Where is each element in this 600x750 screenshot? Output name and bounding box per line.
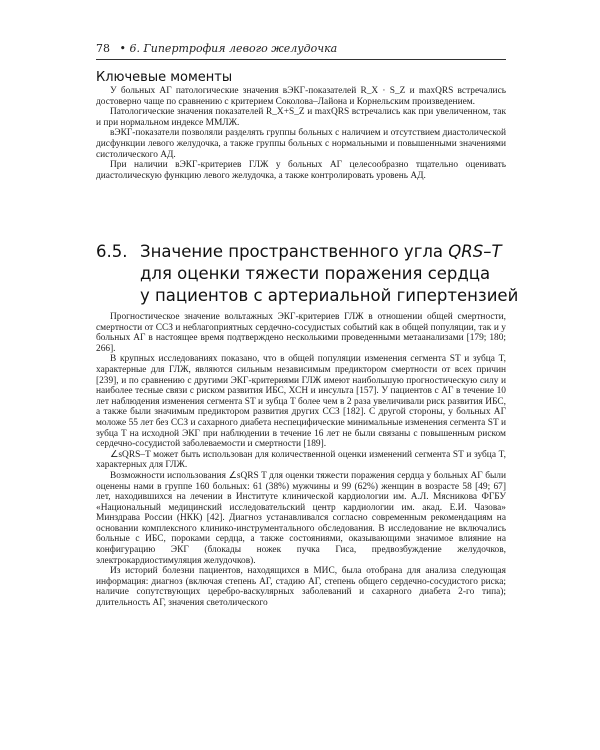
section-heading-line-1 <box>96 241 516 263</box>
section-title-part: Значение пространственного угла <box>140 242 449 261</box>
key-point-paragraph: вЭКГ-показатели позволяли разделять группы больных с наличием и отсутствием диастолической дисфункции левого желудочка, а также группы больных с нормальными и повышенными значениями систолического АД. <box>96 128 506 160</box>
page-number: 78 <box>96 42 110 55</box>
section-number: 6.5. <box>96 242 128 261</box>
main-text-block <box>96 312 506 609</box>
body-paragraph: Из историй болезни пациентов, находящихся в МИС, была отобрана для анализа следующая информация: диагноз (включая степень АГ, стадию АГ, степень общего сердечно-сосудистого риска; наличие сопутствующих церебро-васкулярных заболеваний и сахарного диабета 2-го типа); длительность АГ, значения светолического <box>96 566 506 609</box>
section-heading <box>96 241 519 307</box>
running-head <box>96 42 506 55</box>
key-point-paragraph: При наличии вЭКГ-критериев ГЛЖ у больных АГ целесообразно тщательно оценивать диастолическую функцию левого желудочка, а также контролировать уровень АД. <box>96 160 506 181</box>
section-title-italic: QRS–T <box>448 242 502 261</box>
header-rule <box>96 59 506 60</box>
section-heading-line-3: у пациентов с артериальной гипертензией <box>140 286 519 305</box>
body-paragraph: ∠sQRS–T может быть использован для количественной оценки изменений сегмента ST и зубца T, характерных для ГЛЖ. <box>96 449 506 471</box>
body-paragraph: Возможности использования ∠sQRS T для оценки тяжести поражения сердца у больных АГ были оценены нами в группе 160 больных: 61 (38%) мужчины и 99 (62%) женщин в возрасте 58 [49; 67] лет, находившихся на лечении в Институте клинической кардиологии им. А.Л. Мясникова ФГБУ «Национальный медицинский исследовательский центр кардиологии им. акад. Е.И. Чазова» Минздрава России (НКК) [42]. Диагноз устанавливался согласно современным рекомендациям на основании комплексного клинико-инструментального обследования. В исследование не включались больные с ИБС, пороками сердца, а также состояниями, оказывающими значимое влияние на конфигурацию ЭКГ (блокады ножек пучка Гиса, предвозбуждение желудочков, электрокардиостимуляция желудочков). <box>96 470 506 566</box>
key-points-title: Ключевые моменты <box>96 70 233 85</box>
body-paragraph: В крупных исследованиях показано, что в общей популяции изменения сегмента ST и зубца T, характерные для ГЛЖ, являются сильным независимым предиктором смертности от всех причин [239], и по сравнению с другими ЭКГ-критериями ГЛЖ имеют наибольшую прогностическую силу и наиболее тесные связи с риском развития ИБС, ХСН и инсульта [157]. У пациентов с АГ в течение 10 лет наблюдения изменения сегмента ST и зубца T более чем в 2 раза увеличивали риск развития ИБС, а также были значимым предиктором развития других ССЗ [182]. С другой стороны, у больных АГ моложе 55 лет без ССЗ и сахарного диабета неспецифические минимальные изменения сегмента ST и зубца T на исходной ЭКГ при наблюдении в течение 16 лет не были связаны с повышенным риском сердечно-сосудистой заболеваемости и смертности [189]. <box>96 354 506 450</box>
chapter-title: • 6. Гипертрофия левого желудочка <box>119 42 338 55</box>
body-paragraph: Прогностическое значение вольтажных ЭКГ-критериев ГЛЖ в отношении общей смертности, смертности от ССЗ и неблагоприятных сердечно-сосудистых событий как в общей популяции, так и у больных АГ в настоящее время подтверждено несколькими проведенными метаанализами [179; 180; 266]. <box>96 312 506 354</box>
key-point-paragraph: У больных АГ патологические значения вЭКГ-показателей R_X · S_Z и maxQRS встречались достоверно чаще по сравнению с критерием Соколова–Лайона и Корнельским произведением. <box>96 86 506 107</box>
key-point-paragraph: Патологические значения показателей R_X+S_Z и maxQRS встречались как при увеличенном, так и при нормальном индексе ММЛЖ. <box>96 107 506 128</box>
key-points-block <box>96 86 506 181</box>
section-heading-line-2: для оценки тяжести поражения сердца <box>140 264 491 283</box>
